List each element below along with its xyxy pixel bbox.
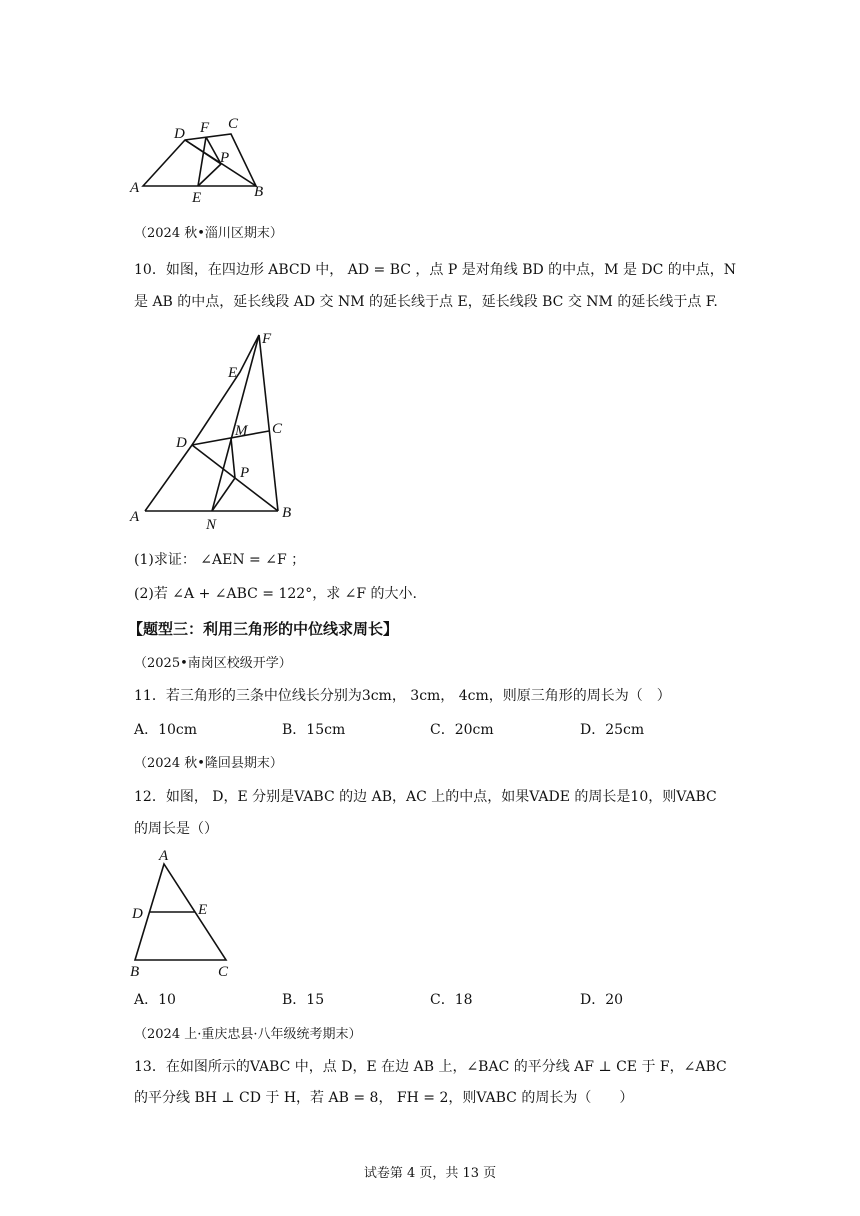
section-heading: 【题型三：利用三角形的中位线求周长】 (128, 620, 399, 638)
q12-text-line1: 12．如图， D，E 分别是VABC 的边 AB，AC 上的中点，如果VADE 的周长是10，则VABC (134, 789, 717, 805)
fig10-label-f: F (262, 331, 272, 347)
q11-option-c[interactable]: C．20cm (430, 722, 494, 738)
fig10-label-p: P (240, 465, 250, 481)
fig9-label-e: E (192, 190, 202, 206)
fig12-label-e: E (198, 902, 208, 918)
q11-source: （2025•南岗区校级开学） (134, 656, 292, 671)
q12-option-b[interactable]: B．15 (282, 992, 325, 1008)
fig9-label-d: D (174, 126, 185, 142)
q10-part1: (1)求证： ∠AEN = ∠F ； (134, 552, 306, 568)
fig10-label-e: E (228, 365, 238, 381)
q10-part2: (2)若 ∠A + ∠ABC = 122°，求 ∠F 的大小. (134, 586, 418, 602)
fig12-label-c: C (218, 964, 229, 980)
fig10-segment-np (212, 478, 235, 511)
fig10-label-d: D (176, 435, 187, 451)
page-footer: 试卷第 4 页，共 13 页 (363, 1166, 497, 1181)
fig9-label-b: B (254, 184, 264, 200)
q12-option-c[interactable]: C．18 (430, 992, 473, 1008)
fig10-label-c: C (272, 421, 283, 437)
q10-text-line1: 10．如图，在四边形 ABCD 中， AD = BC ，点 P 是对角线 BD 的中点，M 是 DC 的中点，N (134, 262, 737, 278)
figure-q12 (126, 846, 246, 981)
fig10-label-m: M (235, 423, 248, 439)
q11-option-a[interactable]: A．10cm (134, 722, 198, 738)
q13-text-line2: 的平分线 BH ⊥ CD 于 H，若 AB = 8， FH = 2，则VABC 的周长为（ ） (134, 1090, 634, 1106)
q12-source: （2024 秋•隆回县期末） (134, 756, 283, 771)
fig12-label-b: B (130, 964, 140, 980)
fig9-segment-dp (185, 140, 221, 164)
q12-option-d[interactable]: D．20 (580, 992, 624, 1008)
fig9-label-p: P (220, 150, 230, 166)
fig12-label-a: A (159, 848, 169, 864)
q13-text-line1: 13．在如图所示的VABC 中，点 D，E 在边 AB 上，∠BAC 的平分线 AF ⊥ CE 于 F，∠ABC (134, 1059, 727, 1075)
q12-text-line2: 的周长是（） (134, 821, 218, 837)
q11-option-d[interactable]: D．25cm (580, 722, 645, 738)
figure-q10 (128, 325, 308, 535)
q11-option-b[interactable]: B．15cm (282, 722, 346, 738)
q13-source: （2024 上·重庆忠县·八年级统考期末） (134, 1027, 362, 1042)
q10-text-line2: 是 AB 的中点，延长线段 AD 交 NM 的延长线于点 E，延长线段 BC 交 NM 的延长线于点 F. (134, 294, 718, 310)
fig10-label-n: N (206, 517, 217, 533)
q9-source: （2024 秋•淄川区期末） (134, 226, 283, 241)
q11-stem: 11．若三角形的三条中位线长分别为3cm， 3cm， 4cm，则原三角形的周长为（ ） (134, 688, 671, 704)
fig10-label-b: B (282, 505, 292, 521)
fig9-label-c: C (228, 116, 239, 132)
fig12-label-d: D (132, 906, 143, 922)
fig9-label-a: A (130, 180, 140, 196)
q12-option-a[interactable]: A．10 (134, 992, 176, 1008)
fig10-segment-mp (231, 438, 235, 478)
figure-q9 (128, 110, 278, 210)
fig10-label-a: A (130, 509, 140, 525)
fig9-label-f: F (200, 120, 210, 136)
